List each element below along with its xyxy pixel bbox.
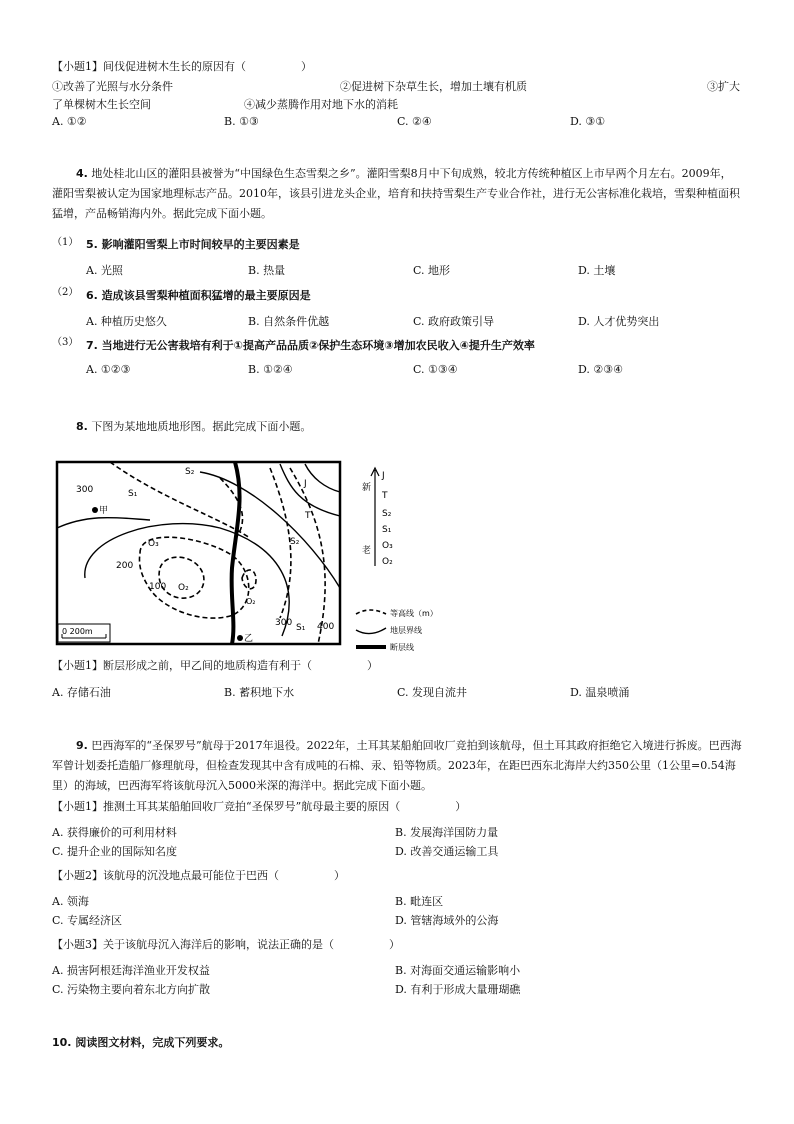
q7-option-a[interactable]: A. ①②③ bbox=[86, 363, 131, 376]
q8-option-c[interactable]: C. 发现自流井 bbox=[397, 686, 468, 699]
place-yi-marker bbox=[237, 635, 243, 641]
legend-strata-symbol bbox=[356, 628, 386, 634]
legend-col-s1: S₁ bbox=[382, 525, 392, 535]
q3-statement-4: ④减少蒸腾作用对地下水的消耗 bbox=[244, 98, 398, 111]
strata-boundaries bbox=[57, 464, 340, 636]
stratum-label-s1b: S₁ bbox=[296, 623, 306, 633]
q9-1-option-d[interactable]: D. 改善交通运输工具 bbox=[395, 845, 499, 858]
q9-sub1-stem: 【小题1】推测土耳其某船舶回收厂竞拍“圣保罗号”航母最主要的原因（ ） bbox=[52, 800, 467, 813]
q5-option-a[interactable]: A. 光照 bbox=[86, 264, 123, 277]
stratum-label-o2: O₂ bbox=[178, 583, 189, 593]
legend-fault-label: 断层线 bbox=[390, 643, 414, 652]
contour-label-100: 100 bbox=[149, 582, 167, 592]
q5-option-b[interactable]: B. 热量 bbox=[248, 264, 286, 277]
stratum-label-o2b: O₂ bbox=[246, 597, 256, 606]
q4-sub2-tag: （2） bbox=[52, 287, 79, 298]
q6-option-c[interactable]: C. 政府政策引导 bbox=[413, 315, 495, 328]
legend-contour-symbol bbox=[356, 610, 386, 614]
legend-col-t: T bbox=[382, 491, 388, 501]
q3-option-d[interactable]: D. ③① bbox=[570, 115, 606, 128]
q9-2-option-a[interactable]: A. 领海 bbox=[52, 895, 89, 908]
q8-passage bbox=[76, 418, 311, 434]
q9-sub2-stem: 【小题2】该航母的沉没地点最可能位于巴西（ ） bbox=[52, 869, 345, 882]
q3-statement-1: ①改善了光照与水分条件 bbox=[52, 80, 173, 93]
q9-number: 9. bbox=[76, 739, 88, 752]
q9-sub3-stem: 【小题3】关于该航母沉入海洋后的影响，说法正确的是（ ） bbox=[52, 938, 400, 951]
contour-label-300: 300 bbox=[76, 485, 94, 495]
q4-text: 地处桂北山区的灌阳县被誉为“中国绿色生态雪梨之乡”。灌阳雪梨8月中下旬成熟，较北方传统种植区上市早两个月左右。2009年，灌阳雪梨被认定为国家地理标志产品。2010年，该县引进龙头企业，培育和扶持雪梨生产专业合作社，进行无公害标准化栽培，雪梨种植面积猛增，产品畅销海内外。据此完成下面小题。 bbox=[52, 167, 740, 220]
legend-strata-label: 地层界线 bbox=[390, 626, 422, 635]
q9-1-option-b[interactable]: B. 发展海洋国防力量 bbox=[395, 826, 499, 839]
q9-2-option-b[interactable]: B. 毗连区 bbox=[395, 895, 444, 908]
q4-passage bbox=[52, 164, 742, 224]
q3-statement-2: ②促进树下杂草生长，增加土壤有机质 bbox=[340, 80, 527, 93]
q8-option-a[interactable]: A. 存储石油 bbox=[52, 686, 111, 699]
q7-option-c[interactable]: C. ①③④ bbox=[413, 363, 458, 376]
stratum-label-t: T bbox=[305, 511, 311, 521]
q3-option-c[interactable]: C. ②④ bbox=[397, 115, 432, 128]
q3-option-b[interactable]: B. ①③ bbox=[224, 115, 259, 128]
stratum-label-o3: O₃ bbox=[148, 539, 159, 549]
q8-sub1-stem: 【小题1】断层形成之前，甲乙间的地质构造有利于（ ） bbox=[52, 659, 378, 672]
q10-number: 10. bbox=[52, 1036, 72, 1049]
stratum-label-s2b: S₂ bbox=[290, 537, 300, 547]
legend-old: 老 bbox=[362, 546, 372, 556]
legend-contour-label: 等高线（m） bbox=[390, 609, 438, 618]
q4-sub1-tag: （1） bbox=[52, 237, 79, 248]
legend-col-s2: S₂ bbox=[382, 509, 392, 519]
geologic-map bbox=[50, 458, 438, 654]
q9-passage bbox=[52, 736, 742, 796]
q8-option-d[interactable]: D. 温泉喷涌 bbox=[570, 686, 630, 699]
q9-1-option-c[interactable]: C. 提升企业的国际知名度 bbox=[52, 845, 178, 858]
q9-text: 巴西海军的“圣保罗号”航母于2017年退役。2022年，土耳其某船舶回收厂竞拍到该航母，但土耳其政府拒绝它入境进行拆废。巴西海军曾计划委托造船厂修理航母，但检查发现其中含有成吨的石棉、汞、铅等物质。2023年，在距巴西东北海岸大约350公里（1公里=0.54海里）的海域，巴西海军将该航母沉入5000米深的海洋中。据此完成下面小题。 bbox=[52, 739, 742, 792]
contour-label-400: 400 bbox=[317, 622, 335, 632]
q4-sub3-tag: （3） bbox=[52, 337, 79, 348]
q8-text: 下图为某地地质地形图。据此完成下面小题。 bbox=[91, 420, 312, 433]
place-yi-label: 乙 bbox=[244, 634, 254, 644]
q4-sub2-question: 6. 造成该县雪梨种植面积猛增的最主要原因是 bbox=[86, 289, 311, 302]
q9-3-option-d[interactable]: D. 有利于形成大量珊瑚礁 bbox=[395, 983, 521, 996]
legend-col-o2: O₂ bbox=[382, 557, 393, 567]
place-jia-label: 甲 bbox=[99, 506, 109, 516]
q4-number: 4. bbox=[76, 167, 88, 180]
q6-option-a[interactable]: A. 种植历史悠久 bbox=[86, 315, 167, 328]
q9-1-option-a[interactable]: A. 获得廉价的可利用材料 bbox=[52, 826, 177, 839]
stratum-label-s2: S₂ bbox=[185, 467, 195, 477]
q3-statement-3a: ③扩大 bbox=[707, 80, 740, 93]
age-arrow bbox=[371, 468, 379, 566]
stratum-label-j: J bbox=[304, 479, 307, 489]
stratum-label-s1: S₁ bbox=[128, 489, 138, 499]
place-jia-marker bbox=[92, 507, 98, 513]
q10-text: 阅读图文材料，完成下列要求。 bbox=[75, 1036, 230, 1049]
legend-new: 新 bbox=[362, 483, 372, 493]
q4-sub1-question: 5. 影响灌阳雪梨上市时间较早的主要因素是 bbox=[86, 238, 300, 251]
contour-label-200: 200 bbox=[116, 561, 134, 571]
q9-3-option-c[interactable]: C. 污染物主要向着东北方向扩散 bbox=[52, 983, 211, 996]
q10-passage bbox=[52, 1034, 229, 1050]
legend-col-o3: O₃ bbox=[382, 541, 393, 551]
q5-option-c[interactable]: C. 地形 bbox=[413, 264, 451, 277]
scale-label: 0 200m bbox=[62, 627, 93, 636]
q3-sub1-stem: 【小题1】间伐促进树木生长的原因有（ ） bbox=[52, 60, 312, 73]
q5-option-d[interactable]: D. 土壤 bbox=[578, 264, 616, 277]
q9-3-option-b[interactable]: B. 对海面交通运输影响小 bbox=[395, 964, 521, 977]
contour-label-300b: 300 bbox=[275, 618, 293, 628]
q8-option-b[interactable]: B. 蓄积地下水 bbox=[224, 686, 295, 699]
q8-number: 8. bbox=[76, 420, 88, 433]
fault-line bbox=[232, 462, 240, 644]
q9-2-option-d[interactable]: D. 管辖海域外的公海 bbox=[395, 914, 499, 927]
q6-option-d[interactable]: D. 人才优势突出 bbox=[578, 315, 660, 328]
legend-col-j: J bbox=[382, 471, 385, 481]
q3-statement-3b: 了单棵树木生长空间 bbox=[52, 98, 151, 111]
q9-2-option-c[interactable]: C. 专属经济区 bbox=[52, 914, 123, 927]
q9-3-option-a[interactable]: A. 损害阿根廷海洋渔业开发权益 bbox=[52, 964, 210, 977]
q3-option-a[interactable]: A. ①② bbox=[52, 115, 87, 128]
q7-option-b[interactable]: B. ①②④ bbox=[248, 363, 293, 376]
q6-option-b[interactable]: B. 自然条件优越 bbox=[248, 315, 330, 328]
q7-option-d[interactable]: D. ②③④ bbox=[578, 363, 624, 376]
q4-sub3-question: 7. 当地进行无公害栽培有利于①提高产品品质②保护生态环境③增加农民收入④提升生产效率 bbox=[86, 339, 535, 352]
